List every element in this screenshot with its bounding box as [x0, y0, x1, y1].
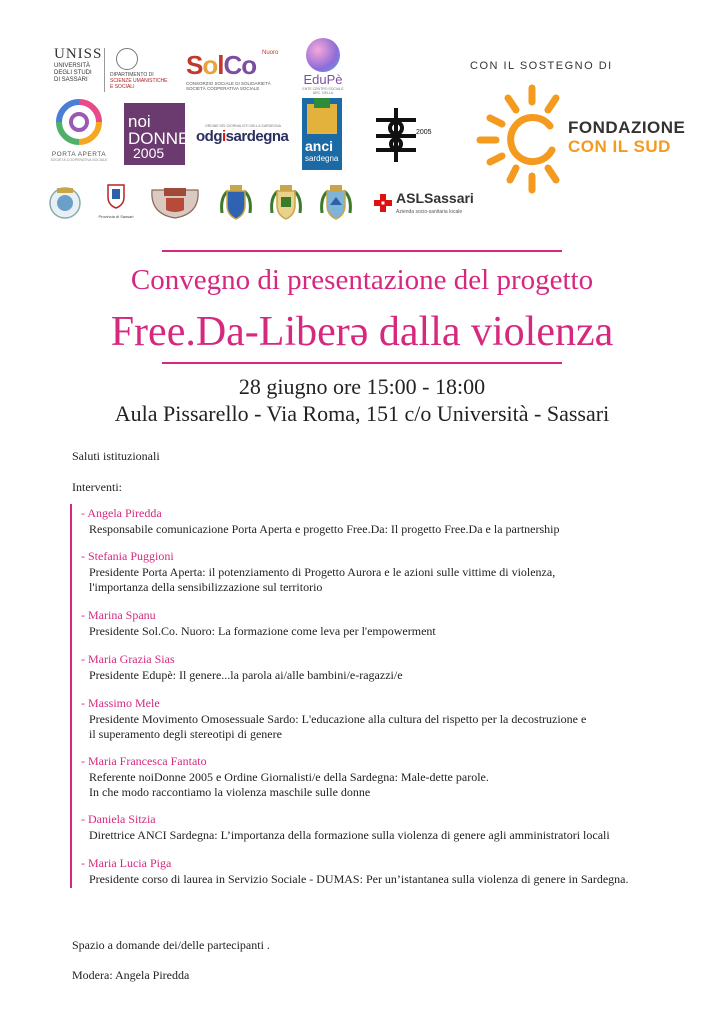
edupe-logo	[300, 38, 346, 94]
uniss-name: UNISS	[54, 46, 103, 62]
asl-sub: Azienda socio-sanitaria locale	[396, 209, 463, 215]
speaker-description: Presidente Sol.Co. Nuoro: La formazione come leva per l'empowerment	[89, 623, 436, 638]
speaker-description: Referente noiDonne 2005 e Ordine Giornalisti/e della Sardegna: Male-dette parole.	[89, 769, 489, 784]
solco-logo	[186, 50, 296, 90]
solco-s: S	[186, 50, 203, 80]
asl-sassari-logo	[374, 190, 474, 224]
speaker-item	[81, 856, 629, 887]
asl-name: ASLSassari	[396, 190, 474, 206]
provincia-logo	[96, 183, 136, 223]
noidonne-line-2: DONNE	[128, 129, 190, 148]
fondazione-name	[568, 118, 685, 156]
crest-1-icon	[48, 183, 82, 223]
sponsor-label: CON IL SOSTEGNO DI	[470, 60, 613, 72]
noidonne-line-3: 2005	[133, 145, 165, 161]
uniss-seal-icon	[116, 48, 138, 70]
anci-sardegna-logo	[302, 98, 342, 170]
solco-tag-1: CONSORZIO SOCIALE DI SOLIDARIETÀ	[186, 81, 271, 86]
event-title: Free.Da-Liberə dalla violenza	[110, 309, 614, 355]
title-rule-top	[162, 250, 562, 252]
odg-suffix: sardegna	[225, 128, 289, 145]
anci-name: anci	[305, 138, 334, 154]
speaker-name: - Maria Francesca Fantato	[81, 754, 207, 768]
speaker-description: Presidente Edupè: Il genere...la parola ai/alle bambini/e-ragazzi/e	[89, 667, 403, 682]
noidonne-line-1: noi	[128, 112, 151, 131]
domande-text: Spazio a domande dei/delle partecipanti .	[72, 938, 270, 952]
fondazione-name-line-2: CON IL SUD	[568, 137, 671, 156]
speaker-name: - Massimo Mele	[81, 696, 160, 710]
speaker-description: l'importanza della sensibilizzazione sul territorio	[89, 580, 323, 594]
speaker-description: Presidente Movimento Omosessuale Sardo: L'educazione alla cultura del rispetto per la decostruzione e	[89, 711, 587, 726]
mos-2005-logo	[372, 106, 432, 164]
speaker-description: Presidente Porta Aperta: il potenziamento di Progetto Aurora e le azioni sulle vittime di violenza,	[89, 564, 556, 579]
saluti-istituzionali: Saluti istituzionali	[72, 449, 160, 463]
speaker-name: - Stefania Puggioni	[81, 549, 174, 563]
speaker-name: - Maria Lucia Piga	[81, 856, 172, 870]
uniss-department	[110, 72, 168, 90]
odg-top-text: ORDINE DEI GIORNALISTI DELLA SARDEGNA	[204, 124, 282, 128]
edupe-name: EduPè	[303, 72, 343, 87]
odg-sardegna-logo	[196, 124, 290, 146]
event-date: 28 giugno ore 15:00 - 18:00	[238, 374, 486, 399]
uniss-sub-1: UNIVERSITÀ	[54, 63, 91, 69]
porta-aperta-swirl-icon	[53, 98, 105, 146]
edupe-tag: ENTE CENTRO SOCIALE ARC. DELLA	[302, 87, 344, 95]
solco-nuoro: Nuoro	[262, 50, 279, 56]
odg-prefix: odg	[196, 128, 222, 145]
speaker-name: - Marina Spanu	[81, 608, 156, 622]
speaker-description: In che modo raccontiamo la violenza maschile sulle donne	[89, 785, 371, 799]
anci-tower-icon	[307, 104, 337, 134]
uniss-divider	[104, 48, 105, 92]
speaker-item	[81, 812, 610, 843]
solco-o: o	[202, 50, 218, 80]
uniss-dept-line-3: E SOCIALI	[110, 84, 135, 90]
interventi-label: Interventi:	[72, 480, 122, 494]
speaker-item	[81, 549, 555, 596]
crest-3-icon	[146, 184, 204, 220]
crest-5-icon	[268, 183, 304, 223]
uniss-dept-line-2: SCIENZE UMANISTICHE	[110, 78, 168, 84]
noidonne-logo	[124, 103, 190, 165]
anci-tower-top-icon	[314, 98, 330, 108]
crest-6-icon	[318, 183, 354, 223]
porta-aperta-name: PORTA APERTA	[51, 151, 107, 158]
edupe-emblem-icon	[306, 38, 340, 72]
speaker-description: Presidente corso di laurea in Servizio Sociale - DUMAS: Per un’istantanea sulla violenza di genere in Sardegna.	[89, 871, 629, 886]
odg-name	[196, 128, 290, 145]
speaker-name: - Daniela Sitzia	[81, 812, 156, 826]
solco-tag-2: SOCIETÀ COOPERATIVA SOCIALE	[186, 86, 260, 91]
solco-name	[186, 50, 296, 81]
speaker-item	[81, 696, 586, 743]
porta-aperta-logo	[48, 98, 110, 164]
mos-year: 2005	[416, 129, 432, 136]
uniss-sub-3: DI SASSARI	[54, 77, 88, 83]
sun-icon	[470, 80, 570, 200]
asl-cross-icon	[374, 194, 392, 212]
anci-region: sardegna	[305, 154, 339, 163]
mos-emblem-icon	[372, 106, 432, 164]
speaker-name: - Maria Grazia Sias	[81, 652, 175, 666]
title-rule-bottom	[162, 362, 562, 364]
speakers-list	[70, 504, 682, 888]
speaker-item	[81, 754, 489, 801]
solco-l: l	[217, 50, 224, 80]
speaker-item	[81, 506, 560, 537]
event-subtitle: Convegno di presentazione del progetto	[130, 264, 594, 296]
fondazione-con-il-sud-logo	[470, 80, 710, 200]
provincia-crest-icon	[106, 183, 126, 209]
uniss-logo	[54, 46, 174, 92]
fondazione-name-line-1: FONDAZIONE	[568, 118, 686, 137]
event-venue: Aula Pissarello - Via Roma, 151 c/o Università - Sassari	[114, 401, 610, 426]
crest-4-icon	[218, 183, 254, 223]
speaker-description: Direttrice ANCI Sardegna: L’importanza della formazione sulla violenza di genere agli amministratori locali	[89, 827, 610, 842]
speaker-name: - Angela Piredda	[81, 506, 162, 520]
modera-text: Modera: Angela Piredda	[72, 968, 190, 982]
speaker-item	[81, 652, 403, 683]
speaker-description: il superamento degli stereotipi di genere	[89, 727, 282, 741]
provincia-label: Provincia di Sassari	[98, 214, 134, 219]
speaker-item	[81, 608, 436, 639]
uniss-sub-2: DEGLI STUDI	[54, 70, 92, 76]
solco-co: Co	[223, 50, 257, 80]
porta-aperta-sub: SOCIETÀ COOPERATIVA SOCIALE	[50, 158, 108, 162]
speaker-description: Responsabile comunicazione Porta Aperta e progetto Free.Da: Il progetto Free.Da e la partnership	[89, 521, 560, 536]
uniss-dept-line-1: DIPARTIMENTO DI	[110, 72, 154, 78]
odg-sep: i	[222, 128, 226, 145]
